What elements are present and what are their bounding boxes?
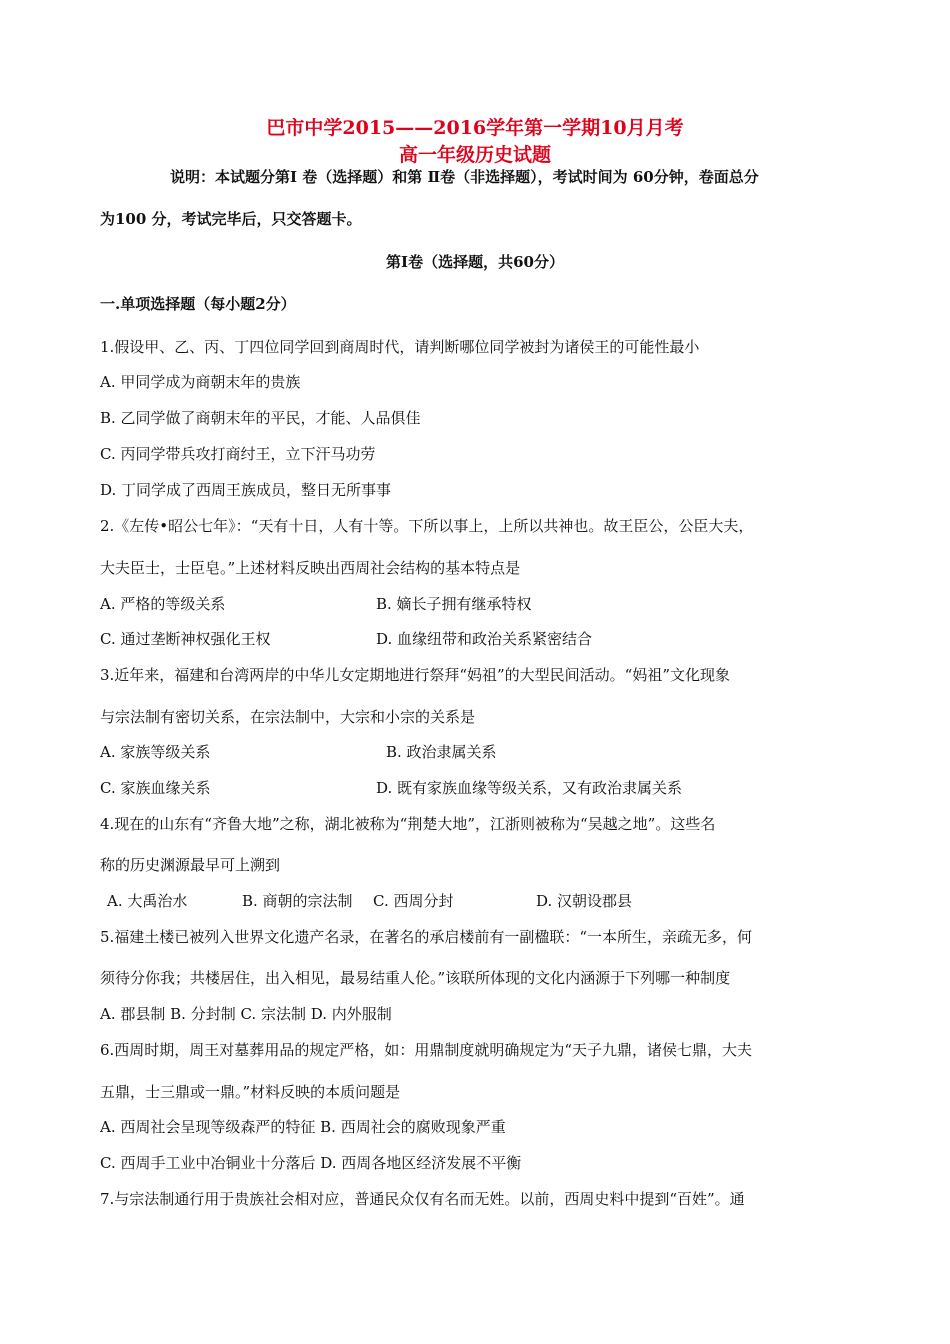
q1-option-d: D. 丁同学成了西周王族成员，整日无所事事 (100, 481, 392, 499)
q4-stem-line-1: 4.现在的山东有“齐鲁大地”之称，湖北被称为“荆楚大地”，江浙则被称为“吴越之地”。这些名 (100, 815, 716, 833)
q7-stem-line-1: 7.与宗法制通行用于贵族社会相对应，普通民众仅有名而无姓。以前，西周史料中提到“百姓”。通 (100, 1190, 745, 1208)
q3-stem-line-1: 3.近年来，福建和台湾两岸的中华儿女定期地进行祭拜“妈祖”的大型民间活动。“妈祖”文化现象 (100, 666, 730, 684)
exam-subtitle: 高一年级历史试题 (398, 144, 551, 166)
q2-stem-line-1: 2.《左传•昭公七年》：“天有十日，人有十等。下所以事上，上所以共神也。故王臣公，公臣大夫， (100, 517, 754, 535)
q6-stem-line-2: 五鼎，士三鼎或一鼎。”材料反映的本质问题是 (100, 1083, 401, 1101)
instructions-line-2: 为100 分，考试完毕后，只交答题卡。 (100, 210, 362, 228)
section-title: 第Ⅰ卷（选择题，共60分） (386, 253, 564, 271)
instructions-line-1: 说明：本试题分第Ⅰ 卷（选择题）和第 Ⅱ卷（非选择题），考试时间为 60分钟，卷面总分 (170, 168, 759, 186)
q1-stem: 1.假设甲、乙、丙、丁四位同学回到商周时代，请判断哪位同学被封为诸侯王的可能性最小 (100, 338, 700, 356)
q4-option-b: B. 商朝的宗法制 (242, 892, 353, 910)
q4-option-a: A. 大禹治水 (107, 892, 188, 910)
q5-options: A. 郡县制 B. 分封制 C. 宗法制 D. 内外服制 (100, 1005, 392, 1023)
q4-option-d: D. 汉朝设郡县 (536, 892, 633, 910)
q3-option-d: D. 既有家族血缘等级关系，又有政治隶属关系 (376, 779, 683, 797)
part-title: 一.单项选择题（每小题2分） (100, 295, 296, 313)
exam-title: 巴市中学2015——2016学年第一学期10月月考 (266, 117, 684, 139)
q4-option-c: C. 西周分封 (373, 892, 454, 910)
q1-option-b: B. 乙同学做了商朝末年的平民，才能、人品俱佳 (100, 409, 421, 427)
q5-stem-line-2: 须待分你我；共楼居住，出入相见，最易结重人伦。”该联所体现的文化内涵源于下列哪一种制度 (100, 969, 731, 987)
q1-option-a: A. 甲同学成为商朝末年的贵族 (100, 373, 301, 391)
q2-option-b: B. 嫡长子拥有继承特权 (376, 595, 532, 613)
q3-stem-line-2: 与宗法制有密切关系，在宗法制中，大宗和小宗的关系是 (100, 708, 476, 726)
q6-options-cd: C. 西周手工业中冶铜业十分落后 D. 西周各地区经济发展不平衡 (100, 1154, 522, 1172)
q1-option-c: C. 丙同学带兵攻打商纣王，立下汗马功劳 (100, 445, 376, 463)
q6-options-ab: A. 西周社会呈现等级森严的特征 B. 西周社会的腐败现象严重 (100, 1118, 506, 1136)
q3-option-a: A. 家族等级关系 (100, 743, 211, 761)
q6-stem-line-1: 6.西周时期，周王对墓葬用品的规定严格，如：用鼎制度就明确规定为“天子九鼎，诸侯七鼎，大夫 (100, 1041, 752, 1059)
q2-option-c: C. 通过垄断神权强化王权 (100, 630, 271, 648)
q3-option-b: B. 政治隶属关系 (386, 743, 497, 761)
q3-option-c: C. 家族血缘关系 (100, 779, 211, 797)
q2-stem-line-2: 大夫臣士，士臣皂。”上述材料反映出西周社会结构的基本特点是 (100, 559, 521, 577)
q5-stem-line-1: 5.福建土楼已被列入世界文化遗产名录，在著名的承启楼前有一副楹联：“一本所生，亲疏无多，何 (100, 928, 752, 946)
q2-option-a: A. 严格的等级关系 (100, 595, 226, 613)
q2-option-d: D. 血缘纽带和政治关系紧密结合 (376, 630, 593, 648)
q4-stem-line-2: 称的历史渊源最早可上溯到 (100, 856, 281, 874)
